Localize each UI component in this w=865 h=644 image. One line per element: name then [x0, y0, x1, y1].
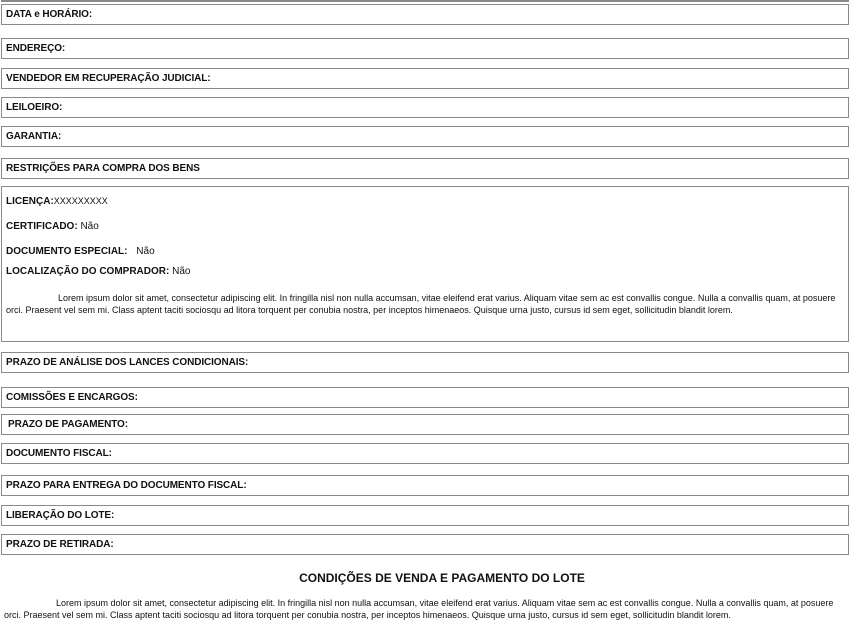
row-documento-fiscal [1, 443, 849, 464]
certificado-field [6, 221, 99, 232]
licenca-label: LICENÇA: [6, 196, 54, 207]
vendedor-label: VENDEDOR EM RECUPERAÇÃO JUDICIAL: [6, 73, 211, 84]
endereco-label: ENDEREÇO: [6, 43, 66, 54]
condicoes-title: CONDIÇÕES DE VENDA E PAGAMENTO DO LOTE [299, 571, 585, 585]
localizacao-field [6, 266, 190, 277]
prazo-retirada-label: PRAZO DE RETIRADA: [6, 539, 114, 550]
restricoes-detail-box [1, 186, 849, 342]
documento-especial-value: Não [136, 246, 155, 257]
certificado-value: Não [80, 221, 99, 232]
restricoes-label: RESTRIÇÕES PARA COMPRA DOS BENS [6, 163, 200, 174]
documento-especial-label: DOCUMENTO ESPECIAL: [6, 246, 128, 257]
row-garantia [1, 126, 849, 147]
liberacao-label: LIBERAÇÃO DO LOTE: [6, 510, 115, 521]
prazo-analise-label: PRAZO DE ANÁLISE DOS LANCES CONDICIONAIS: [6, 357, 249, 368]
prazo-entrega-label: PRAZO PARA ENTREGA DO DOCUMENTO FISCAL: [6, 480, 247, 491]
restricoes-paragraph: Lorem ipsum dolor sit amet, consectetur adipiscing elit. In fringilla nisl non nulla accumsan, vitae eleifend erat varius. Aliquam vitae sem ac est convallis congue. Nulla a convallis quam, at posuere orci. Praesent vel sem mi. Class aptent taciti sociosqu ad litora torquent per conubia nostra, per inceptos himenaeos. Quisque urna justo, cursus id sem eget, sollicitudin blandit lorem. [6, 293, 836, 315]
data-horario-label: DATA e HORÁRIO: [6, 9, 93, 20]
row-data-horario [1, 4, 849, 25]
row-comissoes [1, 387, 849, 408]
row-liberacao [1, 505, 849, 526]
row-restricoes [1, 158, 849, 179]
leiloeiro-label: LEILOEIRO: [6, 102, 63, 113]
documento-especial-field [6, 246, 155, 257]
comissoes-label: COMISSÕES E ENCARGOS: [6, 392, 138, 403]
licenca-field [6, 196, 108, 207]
top-divider [1, 0, 849, 2]
localizacao-value: Não [172, 266, 191, 277]
garantia-label: GARANTIA: [6, 131, 62, 142]
row-endereco [1, 38, 849, 59]
certificado-label: CERTIFICADO: [6, 221, 78, 232]
licenca-value: XXXXXXXXX [53, 196, 108, 206]
prazo-pagamento-label: PRAZO DE PAGAMENTO: [8, 419, 128, 430]
documento-fiscal-label: DOCUMENTO FISCAL: [6, 448, 112, 459]
localizacao-label: LOCALIZAÇÃO DO COMPRADOR: [6, 266, 170, 277]
row-prazo-pagamento [1, 414, 849, 435]
row-leiloeiro [1, 97, 849, 118]
row-prazo-analise [1, 352, 849, 373]
condicoes-paragraph: Lorem ipsum dolor sit amet, consectetur adipiscing elit. In fringilla nisl non nulla accumsan, vitae eleifend erat varius. Aliquam vitae sem ac est convallis congue. Nulla a convallis quam, at posuere orci. Praesent vel sem mi. Class aptent taciti sociosqu ad litora torquent per conubia nostra, per inceptos himenaeos. Quisque urna justo, cursus id sem eget, sollicitudin blandit lorem. [4, 598, 834, 620]
row-prazo-retirada [1, 534, 849, 555]
row-vendedor [1, 68, 849, 89]
row-prazo-entrega [1, 475, 849, 496]
